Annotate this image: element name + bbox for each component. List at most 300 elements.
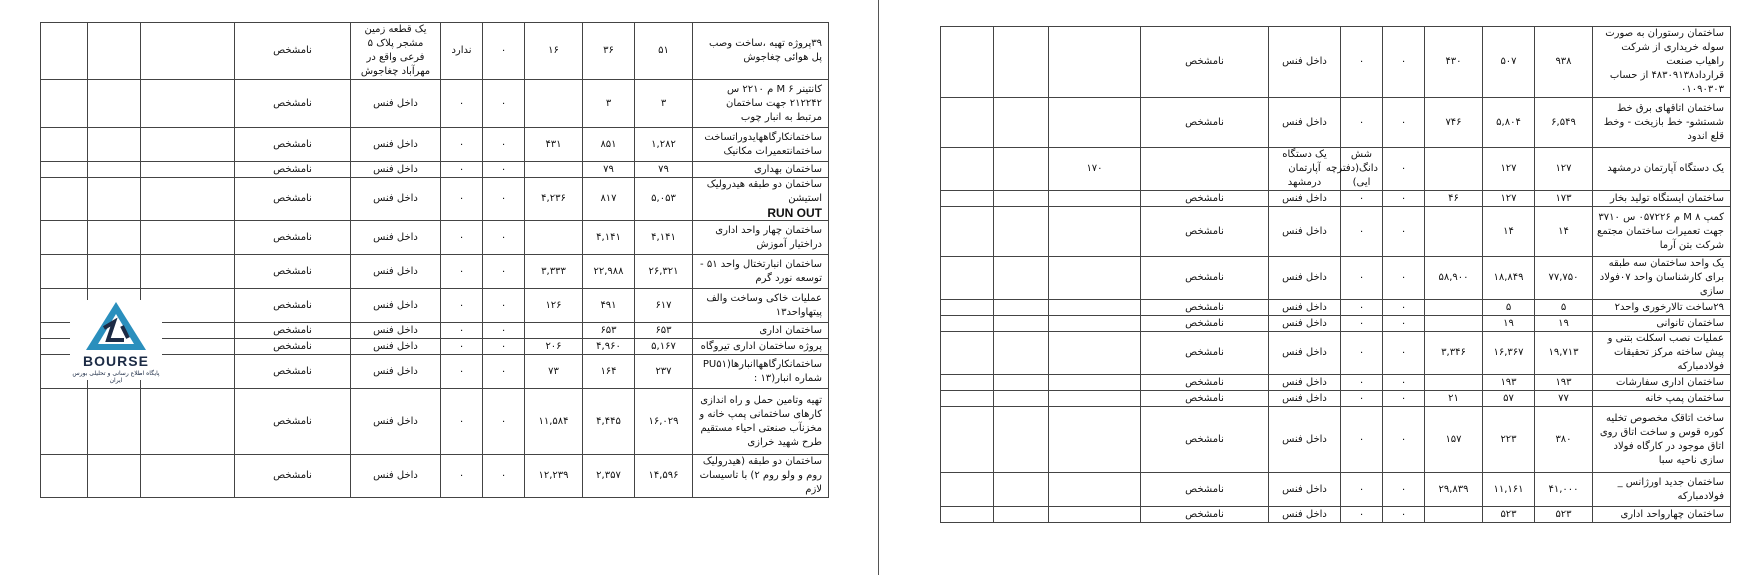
cell-v5: ۰ bbox=[1341, 98, 1383, 148]
cell-e3 bbox=[41, 455, 88, 498]
cell-v3: ۴,۲۳۶ bbox=[525, 178, 583, 221]
table-row bbox=[941, 98, 1731, 148]
cell-desc bbox=[693, 255, 829, 289]
table-row bbox=[941, 27, 1731, 98]
cell-e2 bbox=[88, 178, 141, 221]
cell-v5: ۰ bbox=[1341, 407, 1383, 473]
cell-v4: ۰ bbox=[483, 255, 525, 289]
cell-desc bbox=[1593, 332, 1731, 375]
cell-loc: داخل فنس bbox=[1269, 473, 1341, 507]
cell-loc: داخل فنس bbox=[1269, 332, 1341, 375]
cell-v3: ۱۵۷ bbox=[1425, 407, 1483, 473]
row-description: کانتینر ۶ M م ۲۲۱۰ س ۲۱۲۲۴۲ جهت ساختمان مرتبط به انبار چوب bbox=[726, 83, 822, 123]
cell-v3 bbox=[525, 162, 583, 178]
cell-v1: ۵۱ bbox=[635, 23, 693, 80]
cell-status: نامشخص bbox=[1141, 316, 1269, 332]
cell-e2 bbox=[994, 407, 1049, 473]
cell-status: نامشخص bbox=[1141, 300, 1269, 316]
cell-v4: ۰ bbox=[483, 162, 525, 178]
table-row bbox=[941, 507, 1731, 523]
cell-v3: ۳,۳۳۳ bbox=[525, 255, 583, 289]
left-asset-table bbox=[40, 22, 829, 498]
cell-v1: ۹۳۸ bbox=[1535, 27, 1593, 98]
cell-status: نامشخص bbox=[235, 23, 351, 80]
row-description: ساختمان رستوران به صورت سوله خریداری از شرکت راهیاب صنعت قرارداد۴۸۳۰۹۱۳۸ از حساب ۰۱۰۹۰۳۰۳ bbox=[1605, 28, 1724, 95]
cell-v5: ۰ bbox=[1341, 332, 1383, 375]
cell-v4: ۰ bbox=[1383, 407, 1425, 473]
cell-extra bbox=[1049, 257, 1141, 300]
cell-v1: ۵ bbox=[1535, 300, 1593, 316]
cell-v1: ۶۵۳ bbox=[635, 323, 693, 339]
cell-v4: ۰ bbox=[483, 23, 525, 80]
cell-v5: ۰ bbox=[1341, 191, 1383, 207]
table-row bbox=[41, 80, 829, 128]
cell-v3: ۷۴۶ bbox=[1425, 98, 1483, 148]
cell-status: نامشخص bbox=[1141, 473, 1269, 507]
cell-v1: ۲۶,۳۲۱ bbox=[635, 255, 693, 289]
row-description: ساختمان اتاقهای برق خط شستشو- خط بازیخت - وخط قلع اندود bbox=[1603, 102, 1724, 142]
logo-subtitle: پایگاه اطلاع رسانی و تحلیلی بورس ایران bbox=[72, 370, 160, 384]
cell-e2 bbox=[88, 128, 141, 162]
cell-v2: ۲,۳۵۷ bbox=[583, 455, 635, 498]
cell-v3 bbox=[525, 221, 583, 255]
cell-e2 bbox=[88, 221, 141, 255]
cell-desc bbox=[693, 162, 829, 178]
cell-v2: ۵۷ bbox=[1483, 391, 1535, 407]
cell-loc: داخل فنس bbox=[351, 128, 441, 162]
row-description: ساختمان دو طبقه هیدرولیک استیشن bbox=[706, 179, 822, 204]
cell-v3 bbox=[1425, 507, 1483, 523]
cell-extra: ۱۷۰ bbox=[1049, 148, 1141, 191]
cell-status: نامشخص bbox=[235, 339, 351, 355]
cell-e3 bbox=[941, 27, 994, 98]
cell-e3 bbox=[41, 389, 88, 455]
cell-extra bbox=[1049, 332, 1141, 375]
cell-e3 bbox=[941, 207, 994, 257]
logo-name: BOURSE bbox=[83, 353, 149, 369]
page-divider bbox=[878, 0, 879, 575]
cell-v3 bbox=[1425, 148, 1483, 191]
cell-loc: داخل فنس bbox=[1269, 407, 1341, 473]
cell-desc bbox=[693, 128, 829, 162]
table-row bbox=[41, 128, 829, 162]
cell-e2 bbox=[994, 332, 1049, 375]
cell-v2: ۷۹ bbox=[583, 162, 635, 178]
cell-v1: ۷۷,۷۵۰ bbox=[1535, 257, 1593, 300]
cell-loc: داخل فنس bbox=[351, 162, 441, 178]
row-description: یک دستگاه آپارتمان درمشهد bbox=[1607, 163, 1724, 174]
row-description: ساختمان جدید اورژانس _ فولادمبارکه bbox=[1617, 476, 1724, 502]
cell-v2: ۱۶,۳۶۷ bbox=[1483, 332, 1535, 375]
cell-v2: ۱۴ bbox=[1483, 207, 1535, 257]
cell-v5: ۰ bbox=[1341, 27, 1383, 98]
cell-v1: ۲۳۷ bbox=[635, 355, 693, 389]
cell-extra bbox=[1049, 98, 1141, 148]
cell-v4: ۰ bbox=[483, 178, 525, 221]
cell-extra bbox=[1049, 407, 1141, 473]
cell-v1: ۵,۰۵۳ bbox=[635, 178, 693, 221]
cell-desc bbox=[1593, 316, 1731, 332]
cell-v5: ۰ bbox=[1341, 300, 1383, 316]
cell-extra bbox=[1049, 207, 1141, 257]
cell-desc bbox=[1593, 300, 1731, 316]
cell-extra bbox=[141, 162, 235, 178]
cell-v5: ۰ bbox=[441, 355, 483, 389]
cell-v5: ۰ bbox=[441, 339, 483, 355]
cell-v3: ۴۳۱ bbox=[525, 128, 583, 162]
cell-e3 bbox=[41, 23, 88, 80]
cell-status: نامشخص bbox=[235, 128, 351, 162]
row-description: ساختمان چهارواحد اداری bbox=[1620, 508, 1724, 520]
cell-desc bbox=[1593, 257, 1731, 300]
table-row bbox=[941, 316, 1731, 332]
cell-v3 bbox=[525, 80, 583, 128]
cell-v4: ۰ bbox=[483, 80, 525, 128]
row-description-extra: RUN OUT bbox=[767, 206, 822, 220]
cell-extra bbox=[1049, 191, 1141, 207]
table-row bbox=[41, 162, 829, 178]
cell-extra bbox=[141, 128, 235, 162]
cell-v4: ۰ bbox=[483, 455, 525, 498]
cell-e3 bbox=[941, 407, 994, 473]
cell-desc bbox=[1593, 375, 1731, 391]
table-row bbox=[941, 148, 1731, 191]
cell-desc bbox=[1593, 473, 1731, 507]
cell-v1: ۳۸۰ bbox=[1535, 407, 1593, 473]
cell-v2: ۱۲۷ bbox=[1483, 191, 1535, 207]
cell-v4: ۰ bbox=[483, 389, 525, 455]
cell-status: نامشخص bbox=[235, 162, 351, 178]
cell-v3: ۳,۳۴۶ bbox=[1425, 332, 1483, 375]
cell-v2: ۱۶۴ bbox=[583, 355, 635, 389]
bourse-logo-icon bbox=[70, 300, 162, 354]
cell-loc: داخل فنس bbox=[1269, 98, 1341, 148]
cell-loc: داخل فنس bbox=[351, 323, 441, 339]
cell-desc bbox=[1593, 191, 1731, 207]
cell-v2: ۸۱۷ bbox=[583, 178, 635, 221]
cell-v2: ۵۰۷ bbox=[1483, 27, 1535, 98]
cell-e3 bbox=[941, 332, 994, 375]
cell-v3 bbox=[1425, 375, 1483, 391]
cell-v4: ۰ bbox=[1383, 316, 1425, 332]
cell-desc bbox=[1593, 207, 1731, 257]
cell-status: نامشخص bbox=[1141, 391, 1269, 407]
cell-v5: ۰ bbox=[441, 178, 483, 221]
cell-status: نامشخص bbox=[235, 355, 351, 389]
cell-v3: ۵۸,۹۰۰ bbox=[1425, 257, 1483, 300]
cell-extra bbox=[141, 80, 235, 128]
cell-status bbox=[1141, 148, 1269, 191]
cell-e2 bbox=[88, 23, 141, 80]
cell-v1: ۱۹,۷۱۳ bbox=[1535, 332, 1593, 375]
cell-status: نامشخص bbox=[1141, 375, 1269, 391]
table-row bbox=[941, 191, 1731, 207]
cell-v2: ۱۹ bbox=[1483, 316, 1535, 332]
cell-status: نامشخص bbox=[235, 80, 351, 128]
table-row bbox=[941, 391, 1731, 407]
cell-status: نامشخص bbox=[1141, 191, 1269, 207]
cell-v1: ۱۲۷ bbox=[1535, 148, 1593, 191]
cell-extra bbox=[1049, 391, 1141, 407]
cell-v5: ۰ bbox=[441, 289, 483, 323]
cell-v3 bbox=[1425, 316, 1483, 332]
cell-extra bbox=[1049, 375, 1141, 391]
cell-loc: داخل فنس bbox=[351, 255, 441, 289]
cell-v4: ۰ bbox=[1383, 257, 1425, 300]
cell-status: نامشخص bbox=[235, 323, 351, 339]
cell-v4: ۰ bbox=[1383, 473, 1425, 507]
cell-v5: ۰ bbox=[441, 389, 483, 455]
cell-desc bbox=[1593, 407, 1731, 473]
cell-loc: داخل فنس bbox=[351, 339, 441, 355]
cell-loc: یک دستگاه آپارتمان درمشهد bbox=[1269, 148, 1341, 191]
cell-v4: ۰ bbox=[1383, 207, 1425, 257]
cell-e3 bbox=[941, 507, 994, 523]
cell-status: نامشخص bbox=[1141, 27, 1269, 98]
cell-extra bbox=[1049, 473, 1141, 507]
cell-e2 bbox=[88, 389, 141, 455]
table-row bbox=[41, 23, 829, 80]
cell-desc bbox=[693, 221, 829, 255]
cell-status: نامشخص bbox=[235, 221, 351, 255]
cell-v5: ۰ bbox=[441, 323, 483, 339]
bourse-logo bbox=[70, 300, 162, 384]
cell-v4: ۰ bbox=[483, 323, 525, 339]
cell-v3: ۷۳ bbox=[525, 355, 583, 389]
cell-e2 bbox=[88, 255, 141, 289]
cell-status: نامشخص bbox=[1141, 407, 1269, 473]
cell-v1: ۷۷ bbox=[1535, 391, 1593, 407]
cell-v5: ۰ bbox=[1341, 375, 1383, 391]
cell-extra bbox=[141, 455, 235, 498]
cell-v2: ۶۵۳ bbox=[583, 323, 635, 339]
cell-v1: ۶۱۷ bbox=[635, 289, 693, 323]
cell-e3 bbox=[941, 257, 994, 300]
cell-v1: ۳ bbox=[635, 80, 693, 128]
cell-e2 bbox=[994, 257, 1049, 300]
row-description: ۳۹پروژه تهیه ،ساخت وصب پل هوائی چغاجوش bbox=[708, 38, 822, 63]
cell-v1: ۱۹۳ bbox=[1535, 375, 1593, 391]
cell-v1: ۱۷۳ bbox=[1535, 191, 1593, 207]
cell-e2 bbox=[994, 191, 1049, 207]
row-description: ساختمان تانوانی bbox=[1656, 317, 1724, 329]
cell-v3 bbox=[525, 323, 583, 339]
row-description: ساختمان ایستگاه تولید بخار bbox=[1609, 192, 1724, 204]
cell-v1: ۵۲۳ bbox=[1535, 507, 1593, 523]
cell-v3 bbox=[1425, 300, 1483, 316]
cell-status: نامشخص bbox=[235, 178, 351, 221]
cell-v1: ۱۹ bbox=[1535, 316, 1593, 332]
cell-desc bbox=[693, 80, 829, 128]
cell-v5: ۰ bbox=[1341, 507, 1383, 523]
cell-e3 bbox=[941, 316, 994, 332]
cell-loc: داخل فنس bbox=[351, 80, 441, 128]
cell-v1: ۷۹ bbox=[635, 162, 693, 178]
cell-desc bbox=[1593, 507, 1731, 523]
cell-v4: ۰ bbox=[483, 355, 525, 389]
cell-v3: ۱۲,۲۳۹ bbox=[525, 455, 583, 498]
cell-desc bbox=[693, 289, 829, 323]
cell-status: نامشخص bbox=[1141, 257, 1269, 300]
cell-v5: ۰ bbox=[441, 221, 483, 255]
cell-e2 bbox=[994, 98, 1049, 148]
cell-status: نامشخص bbox=[1141, 507, 1269, 523]
cell-v2: ۱۱,۱۶۱ bbox=[1483, 473, 1535, 507]
cell-v5: ۰ bbox=[1341, 316, 1383, 332]
cell-e2 bbox=[994, 375, 1049, 391]
cell-e3 bbox=[941, 391, 994, 407]
cell-v3: ۴۶ bbox=[1425, 191, 1483, 207]
cell-loc: داخل فنس bbox=[1269, 27, 1341, 98]
cell-v5: ۰ bbox=[441, 128, 483, 162]
cell-loc: داخل فنس bbox=[1269, 507, 1341, 523]
cell-v4: ۰ bbox=[1383, 375, 1425, 391]
cell-v5: ۰ bbox=[1341, 391, 1383, 407]
cell-v2: ۲۲۳ bbox=[1483, 407, 1535, 473]
cell-e3 bbox=[41, 80, 88, 128]
cell-e3 bbox=[941, 473, 994, 507]
cell-v5: ۰ bbox=[441, 255, 483, 289]
cell-extra bbox=[141, 255, 235, 289]
cell-v4: ۰ bbox=[483, 339, 525, 355]
cell-v2: ۴,۱۴۱ bbox=[583, 221, 635, 255]
cell-e3 bbox=[41, 162, 88, 178]
cell-e2 bbox=[88, 80, 141, 128]
cell-status: نامشخص bbox=[1141, 332, 1269, 375]
cell-e2 bbox=[994, 148, 1049, 191]
cell-v1: ۱,۲۸۲ bbox=[635, 128, 693, 162]
table-row bbox=[41, 455, 829, 498]
cell-v2: ۱۸,۸۴۹ bbox=[1483, 257, 1535, 300]
cell-e3 bbox=[41, 255, 88, 289]
cell-e2 bbox=[994, 207, 1049, 257]
table-row bbox=[41, 221, 829, 255]
cell-e3 bbox=[941, 191, 994, 207]
table-row bbox=[41, 255, 829, 289]
row-description: کمپ M ۸ م ۰۵۷۲۲۶ س ۳۷۱۰ جهت تعمیرات ساختمان مجتمع شرکت بتن آرما bbox=[1597, 211, 1724, 251]
cell-loc: داخل فنس bbox=[1269, 257, 1341, 300]
cell-v5: ۰ bbox=[441, 455, 483, 498]
cell-loc: داخل فنس bbox=[351, 289, 441, 323]
cell-extra bbox=[141, 23, 235, 80]
cell-v3 bbox=[1425, 207, 1483, 257]
cell-v3: ۱۱,۵۸۴ bbox=[525, 389, 583, 455]
cell-desc bbox=[693, 323, 829, 339]
cell-loc: داخل فنس bbox=[1269, 375, 1341, 391]
cell-v4: ۰ bbox=[1383, 507, 1425, 523]
cell-v2: ۱۲۷ bbox=[1483, 148, 1535, 191]
cell-v4: ۰ bbox=[1383, 191, 1425, 207]
table-row bbox=[941, 207, 1731, 257]
table-row bbox=[41, 178, 829, 221]
cell-v2: ۲۲,۹۸۸ bbox=[583, 255, 635, 289]
cell-desc bbox=[1593, 98, 1731, 148]
cell-desc bbox=[693, 389, 829, 455]
cell-loc: داخل فنس bbox=[1269, 391, 1341, 407]
cell-extra bbox=[141, 389, 235, 455]
cell-v5: ۰ bbox=[1341, 473, 1383, 507]
cell-v4: ۰ bbox=[1383, 27, 1425, 98]
cell-loc: داخل فنس bbox=[1269, 300, 1341, 316]
cell-e3 bbox=[941, 375, 994, 391]
cell-loc: داخل فنس bbox=[1269, 207, 1341, 257]
cell-v1: ۴,۱۴۱ bbox=[635, 221, 693, 255]
cell-loc: یک قطعه زمین مشجر پلاک ۵ فرعی واقع در مهرآباد چغاجوش bbox=[351, 23, 441, 80]
row-description: ساختمان اداری سفارشات bbox=[1616, 376, 1724, 388]
row-description: ساختمان دو طبقه (هیدرولیک روم و ولو روم ۲) با تاسیسات لازم bbox=[699, 456, 822, 495]
row-description: ساختمانکارگاههاانبارها(PU۵۱ شماره انبار(۱۳ : bbox=[702, 358, 822, 384]
cell-loc: داخل فنس bbox=[351, 455, 441, 498]
cell-loc: داخل فنس bbox=[1269, 316, 1341, 332]
cell-v2: ۵,۸۰۴ bbox=[1483, 98, 1535, 148]
row-description: عملیات خاکی وساخت والف پیتهاواحد۱۳ bbox=[706, 292, 822, 318]
table-row bbox=[941, 375, 1731, 391]
cell-desc bbox=[693, 178, 829, 221]
row-description: پروژه ساختمان اداری تیروگاه bbox=[700, 340, 822, 352]
cell-v1: ۶,۵۴۹ bbox=[1535, 98, 1593, 148]
cell-e2 bbox=[88, 162, 141, 178]
cell-e2 bbox=[994, 391, 1049, 407]
cell-e2 bbox=[994, 300, 1049, 316]
row-description: ساخت اتاقک مخصوص تخلیه کوره قوس و ساخت اتاق روی اتاق موجود در کارگاه فولاد سازی ناحیه سبا bbox=[1599, 412, 1724, 466]
cell-v4: ۰ bbox=[483, 128, 525, 162]
cell-desc bbox=[693, 455, 829, 498]
cell-v2: ۳۶ bbox=[583, 23, 635, 80]
row-description: ۲۹ساخت تالارخوری واحد۲ bbox=[1614, 301, 1724, 313]
cell-v5: ۰ bbox=[441, 80, 483, 128]
cell-v5: ۰ bbox=[441, 162, 483, 178]
cell-v5: ۰ bbox=[1341, 257, 1383, 300]
cell-v3: ۲۹,۸۳۹ bbox=[1425, 473, 1483, 507]
cell-loc: داخل فنس bbox=[351, 389, 441, 455]
cell-e2 bbox=[994, 507, 1049, 523]
row-description: ساختمان انبارتختال واحد ۵۱ - توسعه نورد گرم bbox=[700, 258, 822, 284]
cell-extra bbox=[1049, 300, 1141, 316]
cell-status: نامشخص bbox=[235, 455, 351, 498]
cell-e2 bbox=[88, 455, 141, 498]
table-row bbox=[41, 389, 829, 455]
right-asset-table bbox=[940, 26, 1731, 523]
cell-v2: ۸۵۱ bbox=[583, 128, 635, 162]
cell-v1: ۴۱,۰۰۰ bbox=[1535, 473, 1593, 507]
cell-e3 bbox=[41, 178, 88, 221]
cell-v5: ۰ bbox=[1341, 207, 1383, 257]
table-row bbox=[941, 300, 1731, 316]
cell-desc bbox=[693, 23, 829, 80]
table-row bbox=[941, 332, 1731, 375]
row-description: ساختمان پمپ خانه bbox=[1645, 392, 1724, 404]
cell-desc bbox=[693, 355, 829, 389]
cell-v3: ۱۲۶ bbox=[525, 289, 583, 323]
cell-e3 bbox=[941, 148, 994, 191]
cell-v4: ۰ bbox=[1383, 300, 1425, 316]
cell-v4: ۰ bbox=[483, 221, 525, 255]
cell-status: نامشخص bbox=[235, 389, 351, 455]
cell-status: نامشخص bbox=[1141, 207, 1269, 257]
cell-extra bbox=[141, 178, 235, 221]
cell-extra bbox=[1049, 316, 1141, 332]
cell-v3: ۲۰۶ bbox=[525, 339, 583, 355]
cell-v4: ۰ bbox=[1383, 391, 1425, 407]
cell-v1: ۱۴,۵۹۶ bbox=[635, 455, 693, 498]
cell-e3 bbox=[941, 98, 994, 148]
cell-loc: داخل فنس bbox=[351, 178, 441, 221]
cell-v3: ۱۶ bbox=[525, 23, 583, 80]
cell-desc bbox=[1593, 391, 1731, 407]
row-description: ساختمانکارگاههایدوراتساخت ساختمانتعمیرات مکانیک bbox=[704, 131, 822, 157]
cell-v5: ندارد bbox=[441, 23, 483, 80]
cell-extra bbox=[141, 221, 235, 255]
